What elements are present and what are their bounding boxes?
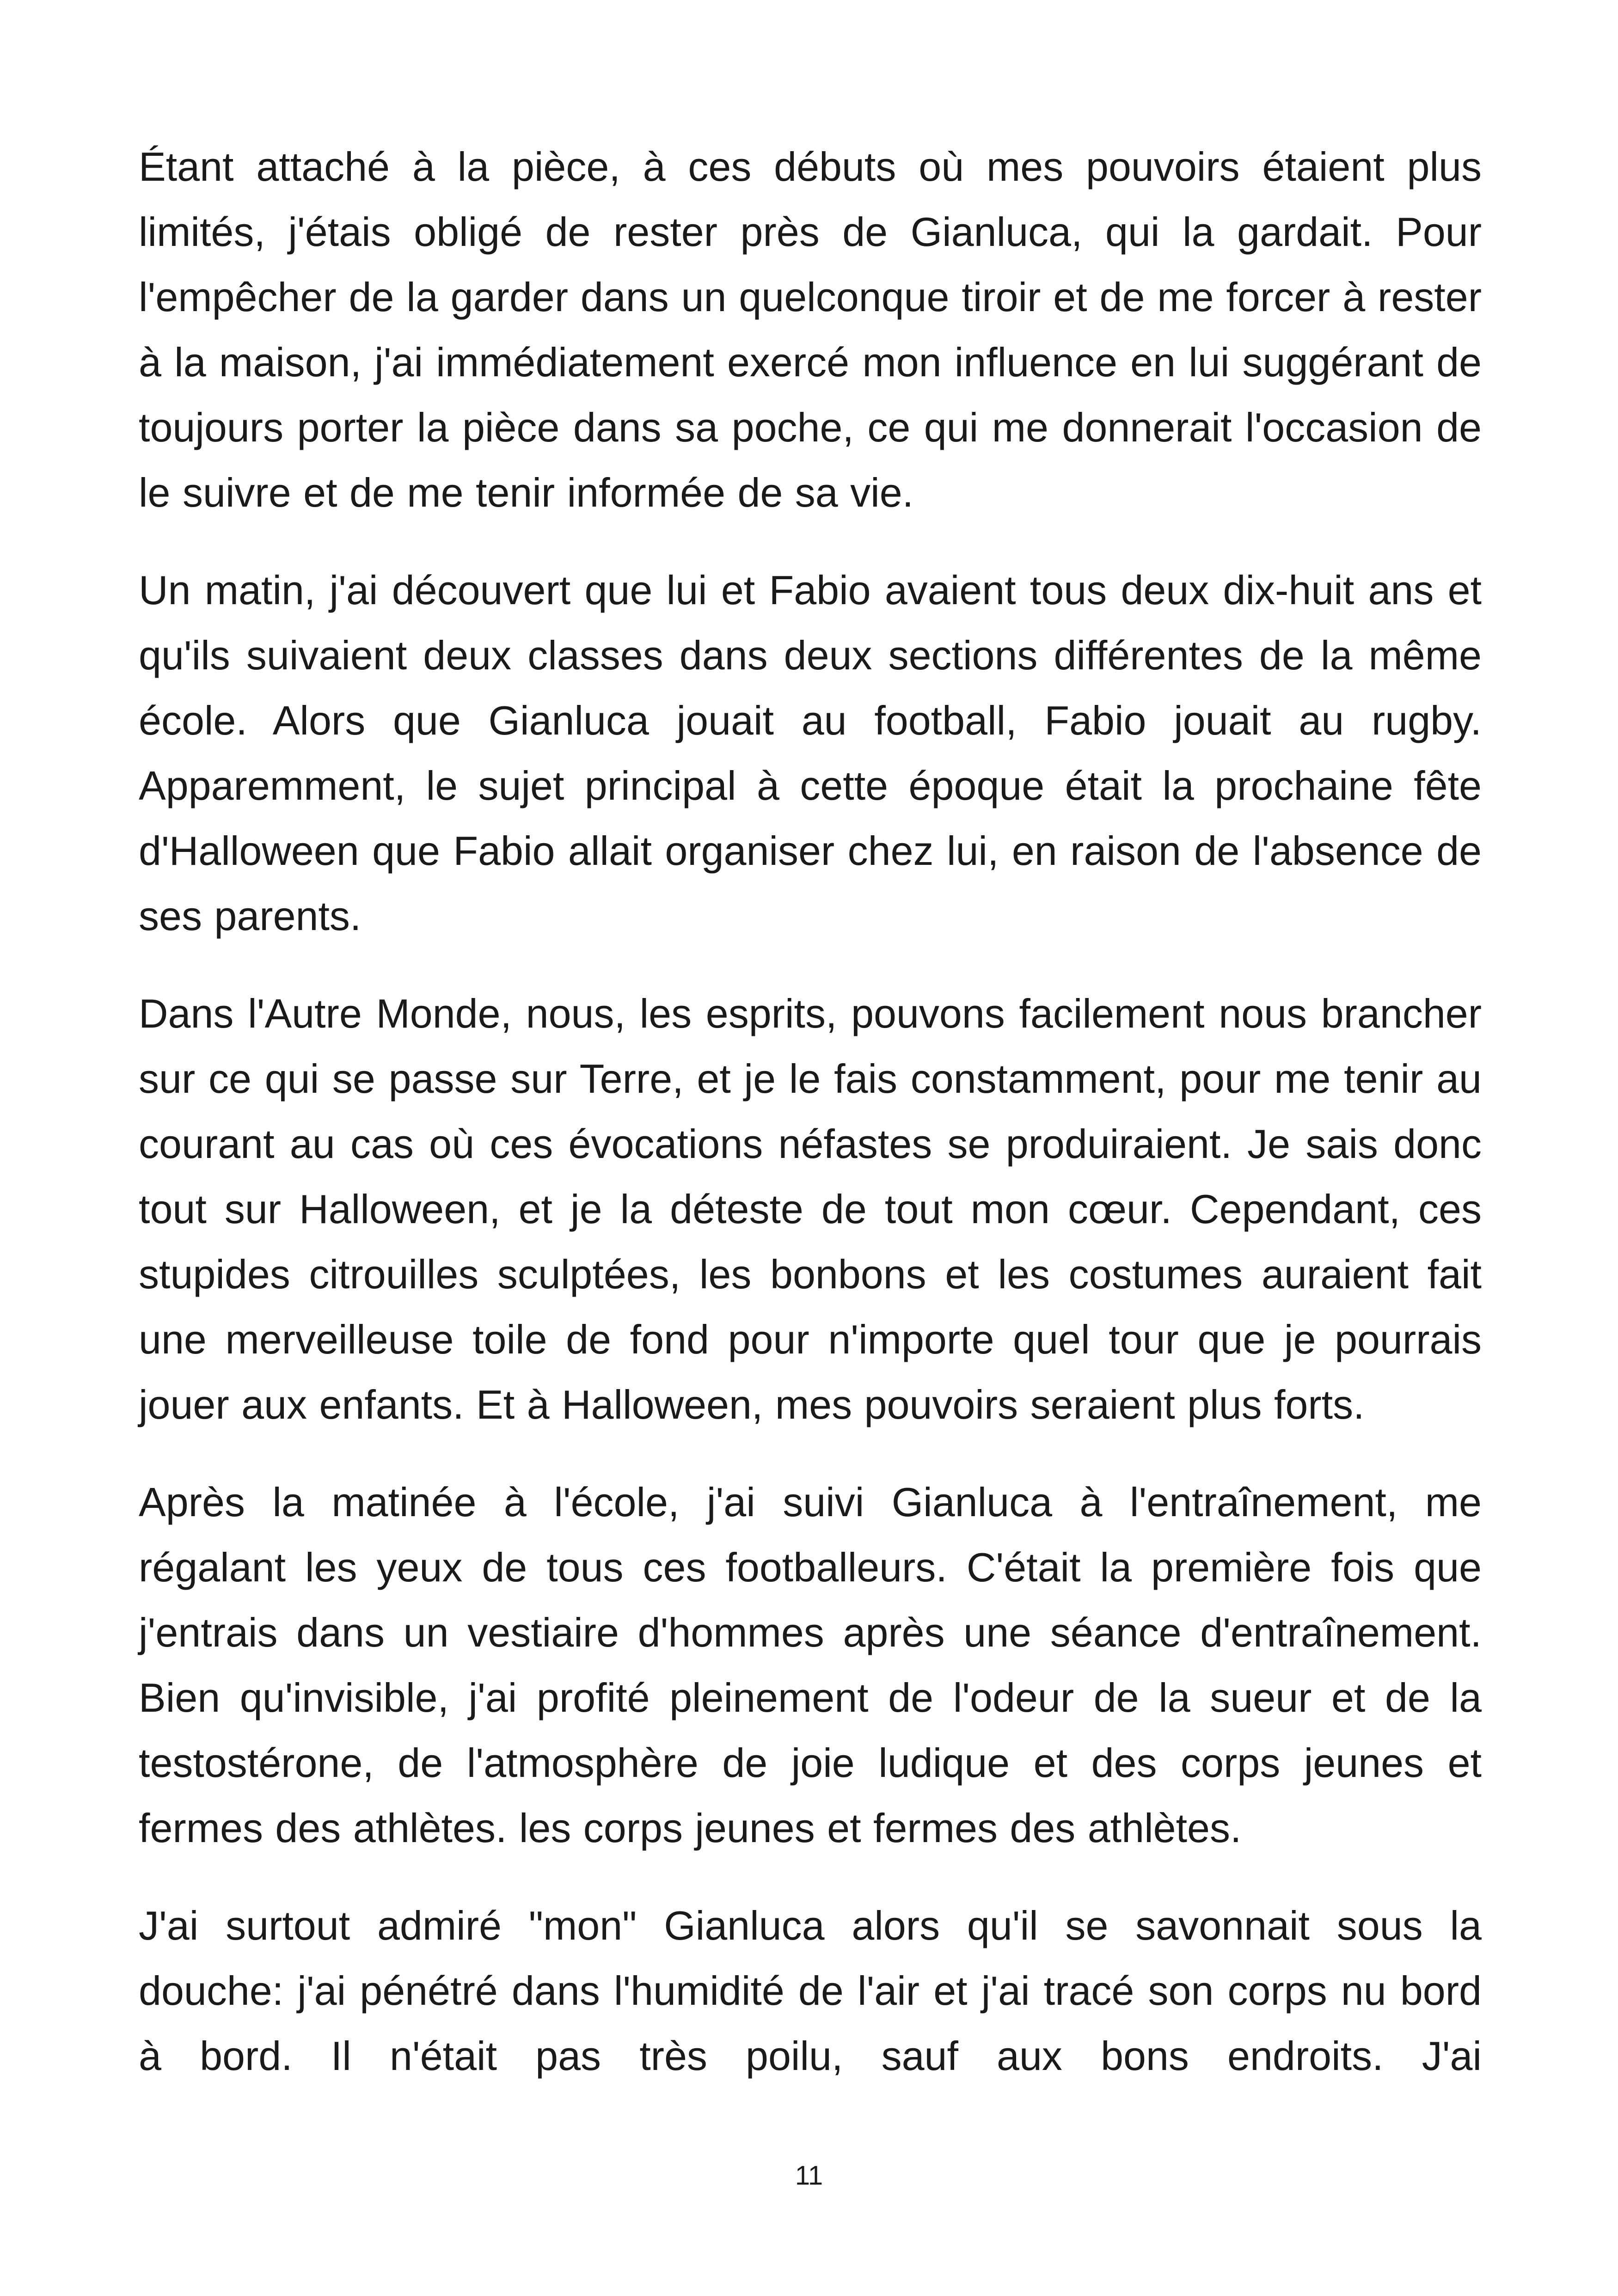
page-number: 11 <box>795 2161 823 2191</box>
body-text <box>139 134 1482 2088</box>
paragraph-1: Étant attaché à la pièce, à ces débuts où mes pouvoirs étaient plus limités, j'étais obligé de rester près de Gianluca, qui la gardait. Pour l'empêcher de la garder dans un quelconque tiroir et de me forcer à rester à la maison, j'ai immédiatement exercé mon influence en lui suggérant de toujours porter la pièce dans sa poche, ce qui me donnerait l'occasion de le suivre et de me tenir informée de sa vie. <box>139 144 1482 515</box>
paragraph-4: Après la matinée à l'école, j'ai suivi Gianluca à l'entraînement, me régalant les yeux de tous ces footballeurs. C'était la première fois que j'entrais dans un vestiaire d'hommes après une séance d'entraînement. Bien qu'invisible, j'ai profité pleinement de l'odeur de la sueur et de la testostérone, de l'atmosphère de joie ludique et des corps jeunes et fermes des athlètes. les corps jeunes et fermes des athlètes. <box>139 1479 1482 1851</box>
paragraph-2: Un matin, j'ai découvert que lui et Fabio avaient tous deux dix-huit ans et qu'ils suivaient deux classes dans deux sections différentes de la même école. Alors que Gianluca jouait au football, Fabio jouait au rugby. Apparemment, le sujet principal à cette époque était la prochaine fête d'Halloween que Fabio allait organiser chez lui, en raison de l'absence de ses parents. <box>139 567 1482 939</box>
paragraph-5: J'ai surtout admiré "mon" Gianluca alors qu'il se savonnait sous la douche: j'ai pénétré dans l'humidité de l'air et j'ai tracé son corps nu bord à bord. Il n'était pas très poilu, sauf aux bons endroits. J'ai <box>139 1903 1482 2079</box>
paragraph-3: Dans l'Autre Monde, nous, les esprits, pouvons facilement nous brancher sur ce qui se passe sur Terre, et je le fais constamment, pour me tenir au courant au cas où ces évocations néfastes se produiraient. Je sais donc tout sur Halloween, et je la déteste de tout mon cœur. Cependant, ces stupides citrouilles sculptées, les bonbons et les costumes auraient fait une merveilleuse toile de fond pour n'importe quel tour que je pourrais jouer aux enfants. Et à Halloween, mes pouvoirs seraient plus forts. <box>139 991 1482 1427</box>
